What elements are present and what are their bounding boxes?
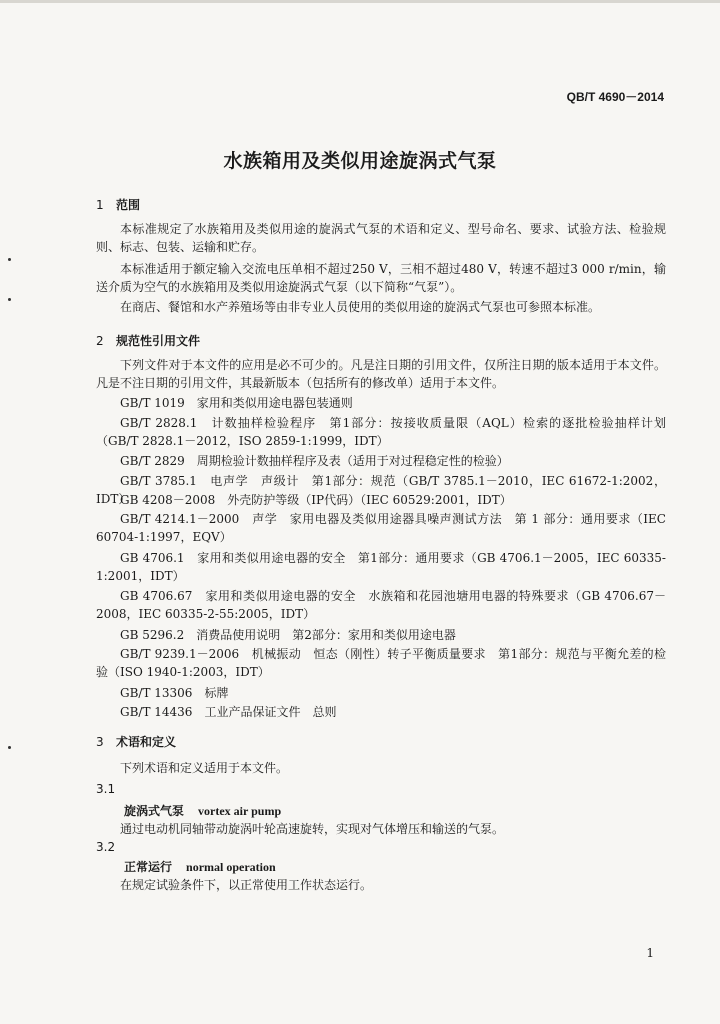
page-number: 1 (646, 946, 654, 960)
reference-item: GB/T 1019 家用和类似用途电器包装通则 (120, 396, 353, 410)
paragraph: 下列文件对于本文件的应用是必不可少的。凡是注日期的引用文件，仅所注日期的版本适用于本文件。凡是不注日期的引用文件，其最新版本（包括所有的修改单）适用于本文件。 (96, 358, 666, 390)
term-name-en: normal operation (186, 860, 276, 874)
reference-item: GB 5296.2 消费品使用说明 第2部分：家用和类似用途电器 (120, 628, 456, 642)
term-number: 3.1 (96, 782, 116, 796)
section-title: 规范性引用文件 (116, 334, 201, 348)
term-definition: 在规定试验条件下，以正常使用工作状态运行。 (120, 878, 373, 892)
scan-top-edge (0, 0, 720, 3)
paragraph: 本标准适用于额定输入交流电压单相不超过250 V，三相不超过480 V，转速不超过3 000 r/min，输送介质为空气的水族箱用及类似用途旋涡式气泵（以下简称“气泵”）。 (96, 262, 666, 294)
reference-item: GB/T 14436 工业产品保证文件 总则 (120, 705, 337, 719)
paragraph: 在商店、餐馆和水产养殖场等由非专业人员使用的类似用途的旋涡式气泵也可参照本标准。 (120, 300, 601, 314)
section-heading-scope (96, 196, 140, 213)
reference-item: GB/T 3785.1 电声学 声级计 第1部分：规范（GB/T 3785.1－2010，IEC 61672-1:2002，IDT） (96, 474, 666, 506)
section-heading-normative-references (96, 332, 200, 349)
paragraph: 下列术语和定义适用于本文件。 (120, 761, 289, 775)
term-name-zh: 正常运行 (124, 860, 173, 874)
term-name (124, 858, 276, 875)
reference-item: GB/T 2828.1 计数抽样检验程序 第1部分：按接收质量限（AQL）检索的逐批检验抽样计划（GB/T 2828.1－2012，ISO 2859-1:1999，IDT） (96, 416, 666, 448)
term-name-en: vortex air pump (198, 804, 282, 818)
section-number: 1 (96, 198, 104, 212)
reference-item: GB 4706.67 家用和类似用途电器的安全 水族箱和花园池塘用电器的特殊要求（GB 4706.67－2008，IEC 60335-2-55:2005，IDT） (96, 589, 666, 621)
reference-item: GB/T 2829 周期检验计数抽样程序及表（适用于对过程稳定性的检验） (120, 454, 509, 468)
term-name-zh: 旋涡式气泵 (124, 804, 185, 818)
section-heading-terms-definitions (96, 733, 176, 750)
reference-item: GB/T 9239.1－2006 机械振动 恒态（刚性）转子平衡质量要求 第1部分：规范与平衡允差的检验（ISO 1940-1:2003，IDT） (96, 647, 666, 679)
paragraph: 本标准规定了水族箱用及类似用途的旋涡式气泵的术语和定义、型号命名、要求、试验方法、检验规则、标志、包装、运输和贮存。 (96, 222, 666, 254)
document-title: 水族箱用及类似用途旋涡式气泵 (223, 150, 497, 172)
section-title: 范围 (116, 198, 141, 212)
reference-item: GB 4706.1 家用和类似用途电器的安全 第1部分：通用要求（GB 4706.1－2005，IEC 60335-1:2001，IDT） (96, 551, 666, 583)
term-name (124, 802, 281, 819)
reference-item: GB 4208－2008 外壳防护等级（IP代码）（IEC 60529:2001，IDT） (120, 493, 512, 507)
scan-artifact (8, 298, 11, 301)
term-number: 3.2 (96, 840, 116, 854)
reference-item: GB/T 4214.1－2000 声学 家用电器及类似用途器具噪声测试方法 第 1 部分：通用要求（IEC 60704-1:1997，EQV） (96, 512, 666, 544)
section-number: 3 (96, 735, 104, 749)
section-title: 术语和定义 (116, 735, 177, 749)
document-code: QB/T 4690－2014 (566, 90, 664, 104)
scan-artifact (8, 258, 11, 261)
term-definition: 通过电动机同轴带动旋涡叶轮高速旋转，实现对气体增压和输送的气泵。 (120, 822, 505, 836)
reference-item: GB/T 13306 标牌 (120, 686, 229, 700)
scan-artifact (8, 746, 11, 749)
section-number: 2 (96, 334, 104, 348)
